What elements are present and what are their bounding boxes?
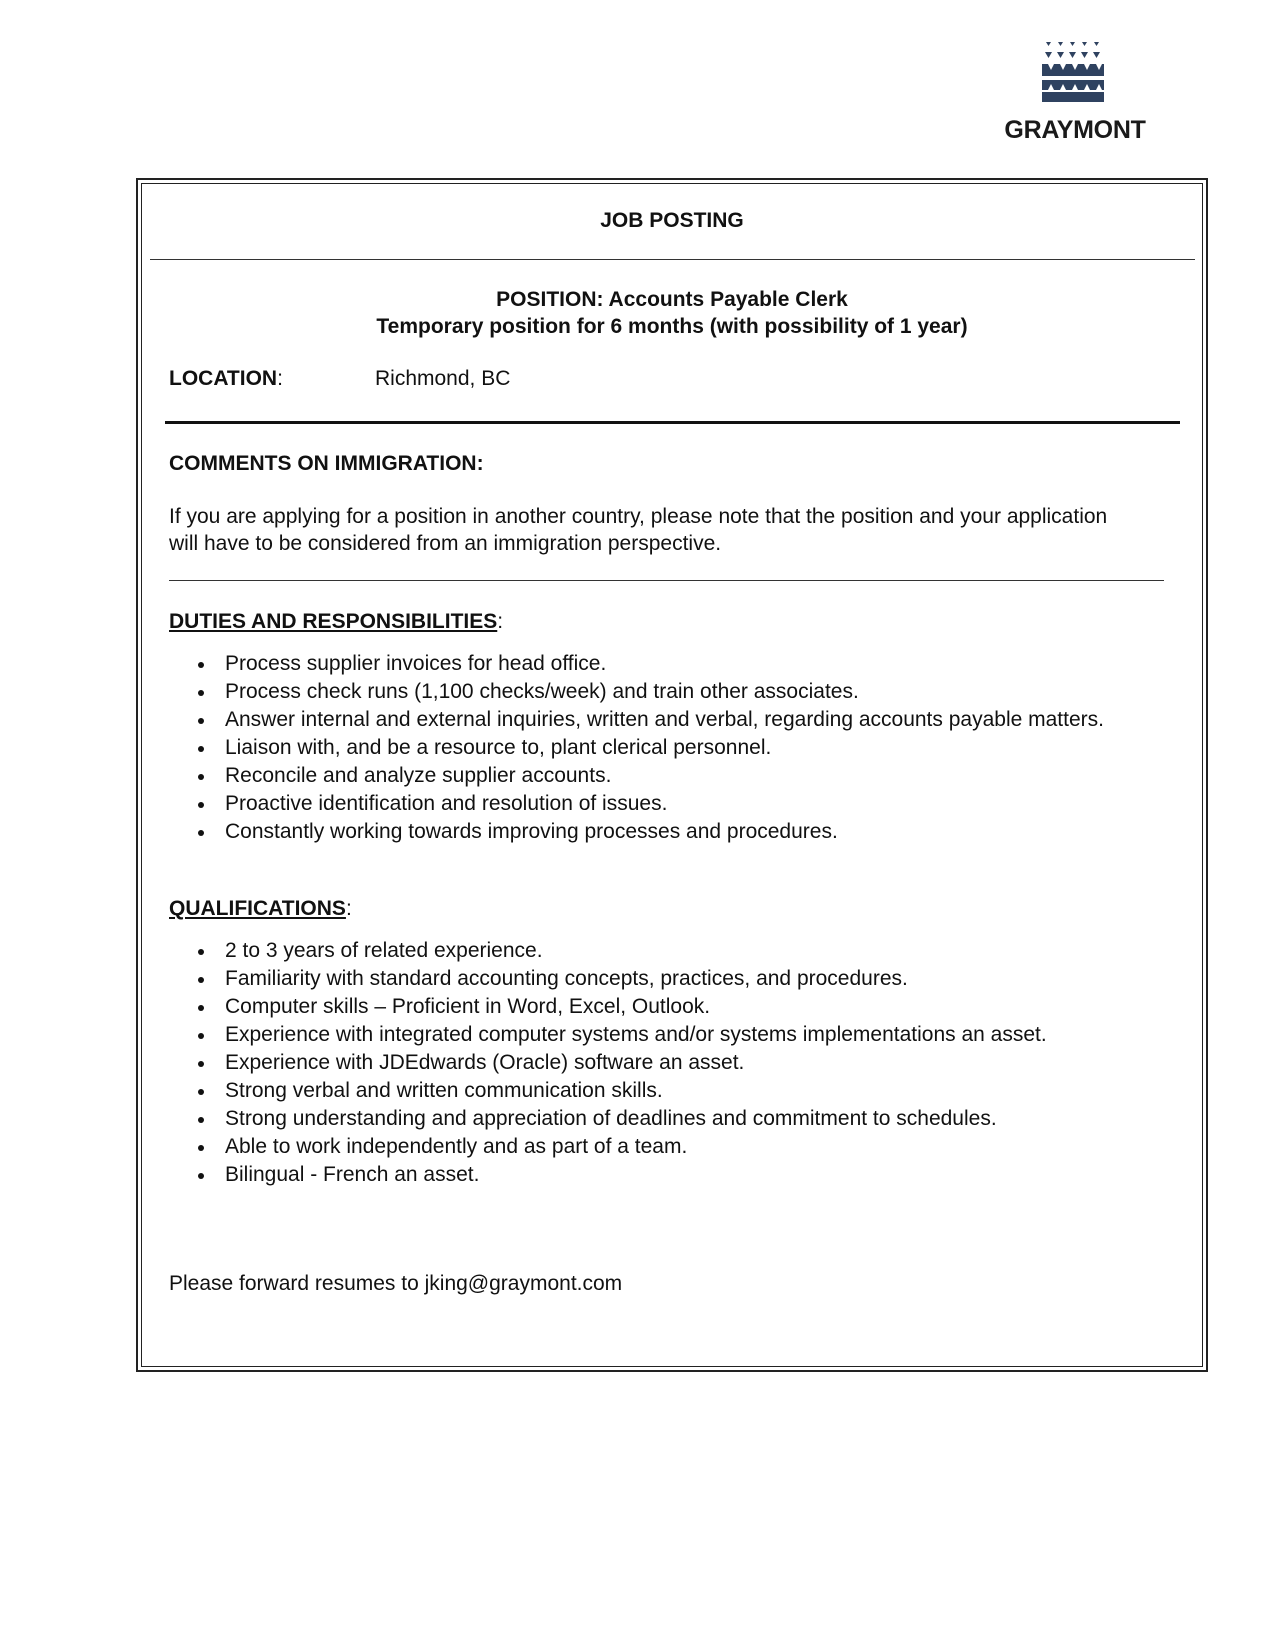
bullet-icon bbox=[198, 949, 204, 955]
immigration-divider bbox=[169, 580, 1164, 581]
list-item bbox=[169, 1161, 1047, 1189]
position-subtitle: Temporary position for 6 months (with possibility of 1 year) bbox=[376, 315, 968, 338]
list-item bbox=[169, 965, 1047, 993]
immigration-heading: COMMENTS ON IMMIGRATION: bbox=[169, 452, 484, 475]
bullet-icon bbox=[198, 977, 204, 983]
location-divider bbox=[165, 421, 1180, 424]
bullet-icon bbox=[198, 830, 204, 836]
list-item bbox=[169, 1133, 1047, 1161]
qualifications-heading: QUALIFICATIONS bbox=[169, 897, 346, 920]
duty-text: Answer internal and external inquiries, written and verbal, regarding accounts payable matters. bbox=[225, 708, 1104, 731]
logo-wordmark: GRAYMONT bbox=[1004, 116, 1146, 144]
location-label: LOCATION bbox=[169, 367, 278, 390]
bullet-icon bbox=[198, 1173, 204, 1179]
qualification-text: Experience with integrated computer systems and/or systems implementations an asset. bbox=[225, 1023, 1047, 1046]
list-item bbox=[169, 1077, 1047, 1105]
qualification-text: Familiarity with standard accounting concepts, practices, and procedures. bbox=[225, 967, 908, 990]
duty-text: Proactive identification and resolution of issues. bbox=[225, 792, 668, 815]
list-item bbox=[169, 762, 1104, 790]
qualifications-heading-group bbox=[169, 897, 352, 921]
qualification-text: Able to work independently and as part of a team. bbox=[225, 1135, 688, 1158]
list-item bbox=[169, 1105, 1047, 1133]
bullet-icon bbox=[198, 774, 204, 780]
bullet-icon bbox=[198, 718, 204, 724]
duties-list bbox=[169, 650, 1104, 846]
bullet-icon bbox=[198, 1033, 204, 1039]
qualifications-list bbox=[169, 937, 1047, 1189]
list-item bbox=[169, 993, 1047, 1021]
graymont-logo-icon bbox=[1042, 40, 1108, 106]
bullet-icon bbox=[198, 1005, 204, 1011]
qualifications-heading-colon: : bbox=[345, 897, 352, 920]
resume-instructions: Please forward resumes to jking@graymont.com bbox=[169, 1272, 623, 1295]
list-item bbox=[169, 937, 1047, 965]
duties-heading-group bbox=[169, 610, 503, 634]
qualification-text: Strong understanding and appreciation of deadlines and commitment to schedules. bbox=[225, 1107, 997, 1130]
bullet-icon bbox=[198, 1117, 204, 1123]
list-item bbox=[169, 1021, 1047, 1049]
list-item bbox=[169, 1049, 1047, 1077]
duty-text: Reconcile and analyze supplier accounts. bbox=[225, 764, 612, 787]
qualification-text: Experience with JDEdwards (Oracle) software an asset. bbox=[225, 1051, 745, 1074]
location-label-group bbox=[169, 367, 283, 391]
list-item bbox=[169, 734, 1104, 762]
bullet-icon bbox=[198, 746, 204, 752]
immigration-text-line2: will have to be considered from an immigration perspective. bbox=[169, 532, 722, 555]
bullet-icon bbox=[198, 802, 204, 808]
bullet-icon bbox=[198, 1145, 204, 1151]
bullet-icon bbox=[198, 690, 204, 696]
duty-text: Process check runs (1,100 checks/week) and train other associates. bbox=[225, 680, 859, 703]
bullet-icon bbox=[198, 1089, 204, 1095]
position-title: POSITION: Accounts Payable Clerk bbox=[496, 288, 848, 311]
list-item bbox=[169, 818, 1104, 846]
bullet-icon bbox=[198, 1061, 204, 1067]
duty-text: Process supplier invoices for head office. bbox=[225, 652, 607, 675]
page-title: JOB POSTING bbox=[600, 209, 744, 232]
header-divider bbox=[150, 259, 1195, 260]
qualification-text: Computer skills – Proficient in Word, Excel, Outlook. bbox=[225, 995, 711, 1018]
list-item bbox=[169, 706, 1104, 734]
bullet-icon bbox=[198, 662, 204, 668]
list-item bbox=[169, 678, 1104, 706]
duty-text: Liaison with, and be a resource to, plant clerical personnel. bbox=[225, 736, 772, 759]
list-item bbox=[169, 650, 1104, 678]
duties-heading: DUTIES AND RESPONSIBILITIES bbox=[169, 610, 498, 633]
qualification-text: 2 to 3 years of related experience. bbox=[225, 939, 543, 962]
location-colon: : bbox=[277, 367, 283, 390]
location-value: Richmond, BC bbox=[375, 367, 511, 390]
duties-heading-colon: : bbox=[497, 610, 504, 633]
immigration-text-line1: If you are applying for a position in another country, please note that the position and your application bbox=[169, 505, 1108, 528]
list-item bbox=[169, 790, 1104, 818]
qualification-text: Bilingual - French an asset. bbox=[225, 1163, 480, 1186]
duty-text: Constantly working towards improving processes and procedures. bbox=[225, 820, 838, 843]
qualification-text: Strong verbal and written communication skills. bbox=[225, 1079, 663, 1102]
